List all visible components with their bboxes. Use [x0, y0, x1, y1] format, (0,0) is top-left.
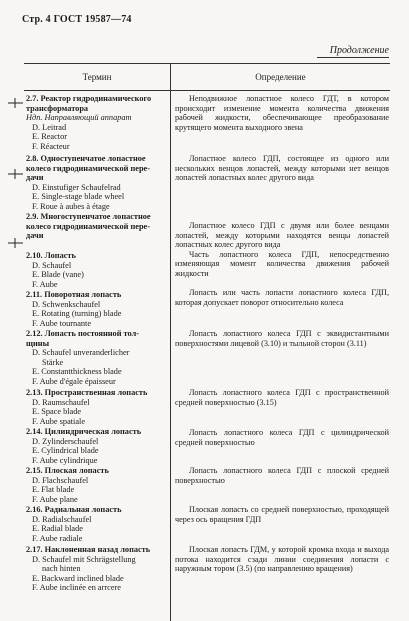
margin-mark [6, 236, 24, 248]
term-translation: D. Schwenkschaufel [32, 299, 101, 309]
term-translation: E. Radial blade [32, 524, 83, 534]
term-translation: D. Raumschaufel [32, 397, 90, 407]
term-title: колесо гидродинамической пере- [26, 163, 151, 173]
definition-entry [175, 288, 389, 307]
definition-entry [175, 505, 389, 524]
term-title: 2.8. Одноступенчатое лопастное [26, 154, 146, 163]
definition-text: Часть лопастного колеса ГДП, непосредственно изменяющая момент количества движения рабочей жидкости [175, 249, 389, 278]
term-entry [26, 427, 166, 465]
term-entry [26, 290, 166, 328]
definition-text: Лопасть лопастного колеса ГДП с плоской средней поверхностью [175, 466, 389, 485]
term-translation: F. Aube cylindrique [32, 455, 98, 465]
term-translation: nach hinten [42, 564, 81, 574]
term-translation: D. Radialschaufel [32, 514, 92, 524]
term-title: трансформатора [26, 103, 89, 113]
margin-mark [6, 167, 24, 179]
term-entry [26, 329, 166, 387]
definition-entry [175, 94, 389, 132]
term-deprecated: Ндп. Направляющий аппарат [26, 113, 132, 123]
term-translation: E. Rotating (turning) blade [32, 309, 122, 319]
margin-mark [6, 96, 24, 108]
term-translation: D. Flachschaufel [32, 475, 89, 485]
definition-text: Неподвижное лопастное колесо ГДТ, в котором происходит изменение момента количества движения рабочей жидкости, обеспечивающее преобразование крутящего момента выходного звена [175, 94, 389, 132]
term-entry [26, 251, 166, 289]
term-title: 2.13. Пространственная лопасть [26, 388, 148, 397]
term-translation: E. Constantthickness blade [32, 367, 122, 377]
definition-entry [175, 221, 389, 279]
definition-entry [175, 329, 389, 348]
term-title: 2.17. Наклоненная назад лопасть [26, 545, 151, 554]
terms-table [24, 63, 390, 621]
term-translation: Stärke [42, 357, 64, 367]
term-title: 2.9. Многоступенчатое лопастное [26, 212, 151, 221]
term-translation: D. Leitrad [32, 122, 67, 132]
term-translation: F. Aube tournante [32, 318, 92, 328]
term-translation: D. Schaufel unveranderlicher [32, 348, 130, 358]
continuation-label: Продолжение [329, 45, 389, 56]
term-translation: F. Aube spatiale [32, 416, 86, 426]
term-title: 2.7. Реактор гидродинамического [26, 94, 152, 103]
term-translation: E. Blade (vane) [32, 270, 84, 280]
term-translation: E. Backward inclined blade [32, 573, 124, 583]
continuation-underline [317, 57, 389, 58]
term-translation: D. Einstufiger Schaufelrad [32, 182, 121, 192]
term-entry [26, 154, 166, 212]
page-header-left: Стр. 4 ГОСТ 19587—74 [22, 14, 132, 25]
term-translation: E. Flat blade [32, 485, 75, 495]
term-entry [26, 212, 166, 241]
definition-text: Лопасть лопастного колеса ГДП с цилиндрической средней поверхностью [175, 428, 389, 447]
term-translation: F. Aube radiale [32, 533, 83, 543]
term-translation: F. Aube inclinée en arrcere [32, 583, 121, 593]
term-translation: F. Réacteur [32, 141, 70, 151]
term-title: 2.11. Поворотная лопасть [26, 290, 122, 299]
definition-entry [175, 466, 389, 485]
term-translation: E. Cylindrical blade [32, 446, 99, 456]
term-translation: D. Zylinderschaufel [32, 436, 99, 446]
term-entry [26, 94, 166, 152]
term-title: 2.15. Плоская лопасть [26, 466, 109, 475]
term-title: 2.10. Лопасть [26, 251, 76, 260]
term-translation: F. Aube [32, 279, 58, 289]
term-title: щины [26, 338, 50, 348]
term-title: 2.14. Цилиндрическая лопасть [26, 427, 142, 436]
term-translation: E. Single-stage blade wheel [32, 192, 125, 202]
table-body [24, 91, 390, 621]
definition-entry [175, 428, 389, 447]
definition-text: Плоская лопасть со средней поверхностью, проходящей через ось вращения ГДП [175, 505, 389, 524]
column-header-definition: Определение [255, 72, 306, 82]
definition-text: Лопасть или часть лопасти лопастного колеса ГДП, которая допускает поворот относительно колеса [175, 288, 389, 307]
term-translation: D. Schaufel mit Schrägstellung [32, 554, 136, 564]
term-translation: E. Reactor [32, 132, 68, 142]
term-title: дачи [26, 231, 44, 241]
term-translation: D. Schaufel [32, 260, 72, 270]
term-entry [26, 466, 166, 504]
term-translation: E. Space blade [32, 407, 82, 417]
term-entry [26, 545, 166, 593]
table-header-row [24, 64, 390, 91]
term-entry [26, 505, 166, 543]
definition-text: Лопасть лопастного колеса ГДП с пространственной средней поверхностью (3.15) [175, 388, 389, 407]
term-title: колесо гидродинамической пере- [26, 221, 151, 231]
term-translation: F. Aube d'égale épaisseur [32, 376, 116, 386]
column-header-term: Термин [24, 64, 171, 90]
term-entry [26, 388, 166, 426]
definition-text: Лопастное колесо ГДП с двумя или более венцами лопастей, между которыми находятся венцы лопастей лопастных колес другого вида [175, 221, 389, 250]
term-translation: F. Aube plane [32, 494, 78, 504]
term-title: 2.16. Радиальная лопасть [26, 505, 122, 514]
definition-entry [175, 154, 389, 183]
definition-entry [175, 545, 389, 574]
definition-text: Лопастное колесо ГДП, состоящее из одного или нескольких венцов лопастей, между которыми нет венцов лопастей лопастных колес другого вида [175, 154, 389, 183]
column-divider [170, 91, 171, 621]
definition-text: Плоская лопасть ГДМ, у которой кромка входа и выхода потока находится сзади линии соединения лопасти с наружным тором (3.5) (по направлению вращения) [175, 545, 389, 574]
term-title: дачи [26, 173, 44, 183]
definition-entry [175, 388, 389, 407]
term-translation: F. Roue à aubes à étage [32, 201, 110, 211]
definition-text: Лопасть лопастного колеса ГДП с эквидистантными поверхностями лицевой (3.10) и тыльной сторон (3.11) [175, 329, 389, 348]
term-title: 2.12. Лопасть постоянной тол- [26, 329, 139, 338]
